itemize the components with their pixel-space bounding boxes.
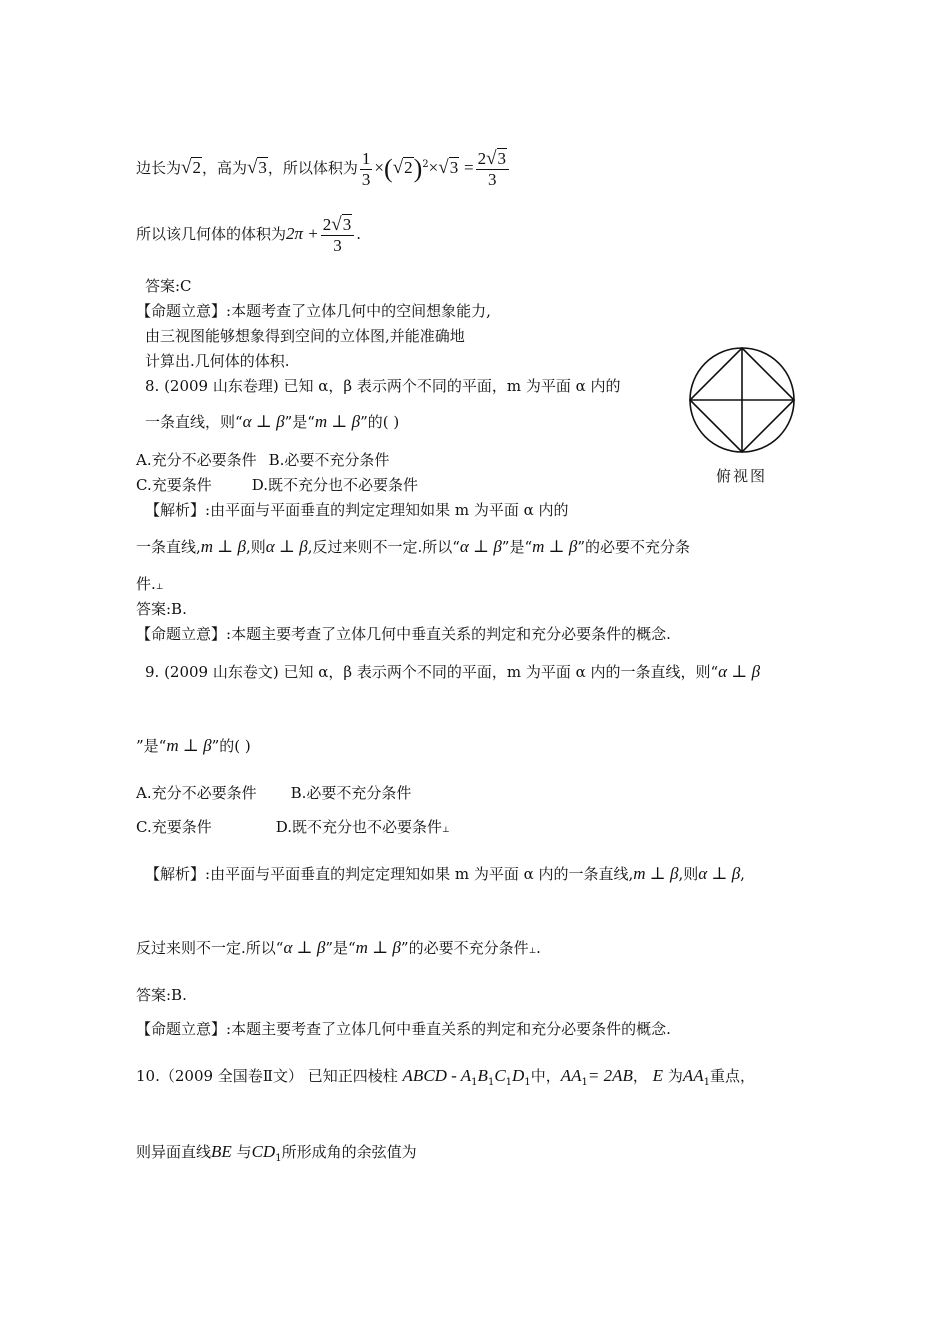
q8-options-cd <box>136 475 418 495</box>
q7-intent-1 <box>136 301 491 321</box>
equation: = 2AB <box>587 1066 633 1085</box>
text: ”是“ <box>325 939 356 957</box>
text: ”是“ <box>136 737 167 755</box>
fraction-total: $\frac{2√3}{3}$ <box>321 215 354 256</box>
text: 反过来则不一定.所以“ <box>136 939 284 957</box>
sqrt-3-b: √3 <box>438 157 459 178</box>
point-e: E <box>652 1066 664 1085</box>
period: . <box>356 225 361 243</box>
prism-name: ABCD - A <box>402 1066 472 1085</box>
q8-intent <box>136 624 671 644</box>
top-view-figure <box>684 344 800 456</box>
sqrt-2-paren: √2 <box>392 157 413 178</box>
option-d: D.既不充分也不必要条件 <box>251 476 418 494</box>
option-a: A.充分不必要条件 <box>136 784 257 802</box>
subscript: 1 <box>581 1077 588 1088</box>
q9-options-ab <box>136 783 411 803</box>
text: :本题考查了立体几何中的空间想象能力, <box>226 302 491 320</box>
option-c: C.充要条件 <box>136 818 212 836</box>
q9-analysis-1 <box>145 864 745 884</box>
text: ”的必要不充分条 <box>577 538 691 556</box>
two-pi: 2π + <box>286 224 319 243</box>
q8-answer: 答案:B. <box>136 600 187 618</box>
vertex-d: D <box>512 1066 525 1085</box>
intent-tag: 【命题立意】 <box>136 625 227 643</box>
text: 件. <box>136 575 156 593</box>
vertex-b: B <box>477 1066 488 1085</box>
m-perp-beta: m ⊥ β <box>166 736 212 755</box>
condition-alpha-perp-beta: α ⊥ β <box>242 412 285 431</box>
q7-intent-3: 计算出.几何体的体积. <box>145 352 290 370</box>
fraction-one-third: $\frac{1}{3}$ <box>361 148 371 189</box>
alpha-perp-beta: α ⊥ β <box>698 864 741 883</box>
text: 10.（2009 全国卷Ⅱ文） 已知正四棱柱 <box>136 1067 398 1085</box>
text: ”是“ <box>501 538 533 556</box>
exponent: 2 <box>422 159 429 170</box>
text: 一条直线，则“ <box>145 413 243 431</box>
q7-answer: 答案:C <box>145 277 192 295</box>
text: 则异面直线 <box>136 1143 212 1161</box>
q8-analysis-1 <box>145 500 569 520</box>
option-d: D.既不充分也不必要条件 <box>275 818 442 836</box>
text: :本题主要考查了立体几何中垂直关系的判定和充分必要条件的概念. <box>226 1020 671 1038</box>
text: , <box>740 865 745 883</box>
alpha-perp-beta: α ⊥ β <box>718 662 761 681</box>
option-b: B.必要不充分条件 <box>290 784 412 802</box>
text: :本题主要考查了立体几何中垂直关系的判定和充分必要条件的概念. <box>226 625 671 643</box>
q9-answer: 答案:B. <box>136 986 187 1004</box>
q9-options-cd: C.充要条件 D.既不充分也不必要条件⊥ <box>136 818 450 836</box>
subscript: 1 <box>524 1077 531 1088</box>
subscript: 1 <box>703 1077 710 1088</box>
text: 边长为 <box>136 159 182 177</box>
text: . <box>536 939 541 957</box>
q9-title <box>145 662 760 682</box>
q7-intent-2: 由三视图能够想象得到空间的立体图,并能准确地 <box>145 327 465 345</box>
q8-line-2 <box>145 412 399 432</box>
m-perp-beta: m ⊥ β <box>200 537 247 556</box>
text: ”的必要不充分条件 <box>400 939 529 957</box>
text: :由平面与平面垂直的判定定理知如果 m 为平面 α 内的一条直线, <box>205 865 634 883</box>
subscript: 1 <box>275 1153 282 1164</box>
times-sign: × <box>374 158 385 177</box>
text: 9. (2009 山东卷文) 已知 α，β 表示两个不同的平面，m 为平面 α 内的一条直线，则“ <box>145 663 719 681</box>
intent-tag: 【命题立意】 <box>136 302 227 320</box>
text: 与 <box>236 1143 252 1161</box>
text: ,则 <box>246 538 266 556</box>
figure-caption: 俯视图 <box>716 467 768 485</box>
text: ,反过来则不一定.所以“ <box>307 538 460 556</box>
segment-aa1: AA <box>560 1066 582 1085</box>
option-b: B.必要不充分条件 <box>268 451 390 469</box>
alpha-perp-beta: α ⊥ β <box>459 537 502 556</box>
text: ”的( ) <box>211 737 251 755</box>
q10-line-2 <box>136 1142 417 1169</box>
text: 重点， <box>710 1067 756 1085</box>
vertex-c: C <box>494 1066 506 1085</box>
q8-options-ab <box>136 450 389 470</box>
option-c: C.充要条件 <box>136 476 212 494</box>
fraction-result: $\frac{2√3}{3}$ <box>476 149 509 190</box>
text: 一条直线, <box>136 538 201 556</box>
condition-m-perp-beta: m ⊥ β <box>314 412 361 431</box>
text: :由平面与平面垂直的判定定理知如果 m 为平面 α 内的 <box>205 501 569 519</box>
text: ”的( ) <box>360 413 400 431</box>
q8-title: 8. (2009 山东卷理) 已知 α，β 表示两个不同的平面，m 为平面 α 内的 <box>145 377 621 395</box>
text: ”是“ <box>284 413 315 431</box>
subscript: 1 <box>471 1077 478 1088</box>
subscript: 1 <box>487 1077 495 1088</box>
text: ， <box>632 1067 648 1085</box>
sqrt-3: √3 <box>246 157 267 178</box>
analysis-tag: 【解析】 <box>145 865 206 883</box>
q9-analysis-2: 反过来则不一定.所以“α ⊥ β”是“m ⊥ β”的必要不充分条件⊥. <box>136 938 541 957</box>
text: 所以该几何体的体积为 <box>136 225 287 243</box>
volume-line-2 <box>136 214 361 256</box>
alpha-perp-beta: α ⊥ β <box>265 537 308 556</box>
m-perp-beta: m ⊥ β <box>355 938 401 957</box>
text: ，高为 <box>201 159 247 177</box>
m-perp-beta: m ⊥ β <box>532 537 578 556</box>
q9-intent <box>136 1019 671 1039</box>
volume-line-1: 边长为√2，高为√3，所以体积为 $\frac{1}{3}$ $\times(√2)^2\times√3$ = $\frac{2√3}{3}$ <box>136 145 511 190</box>
q8-analysis-3: 件.⊥ <box>136 575 164 593</box>
q10-title <box>136 1066 755 1093</box>
option-a: A.充分不必要条件 <box>136 451 257 469</box>
alpha-perp-beta: α ⊥ β <box>283 938 326 957</box>
text: ，所以体积为 <box>267 159 358 177</box>
intent-tag: 【命题立意】 <box>136 1020 227 1038</box>
segment-aa1: AA <box>682 1066 704 1085</box>
subscript: 1 <box>505 1077 513 1088</box>
segment-cd1: CD <box>251 1142 276 1161</box>
times-sign: × <box>428 158 439 177</box>
q8-analysis-2 <box>136 537 690 557</box>
q9-line-2 <box>136 736 251 756</box>
text: 中， <box>530 1067 561 1085</box>
analysis-tag: 【解析】 <box>145 501 206 519</box>
equals-sign: = <box>463 158 474 177</box>
m-perp-beta: m ⊥ β <box>633 864 679 883</box>
text: 所形成角的余弦值为 <box>281 1143 417 1161</box>
text: 为 <box>667 1067 683 1085</box>
text: ,则 <box>678 865 699 883</box>
segment-be: BE <box>211 1142 232 1161</box>
sqrt-2: √2 <box>181 157 201 178</box>
